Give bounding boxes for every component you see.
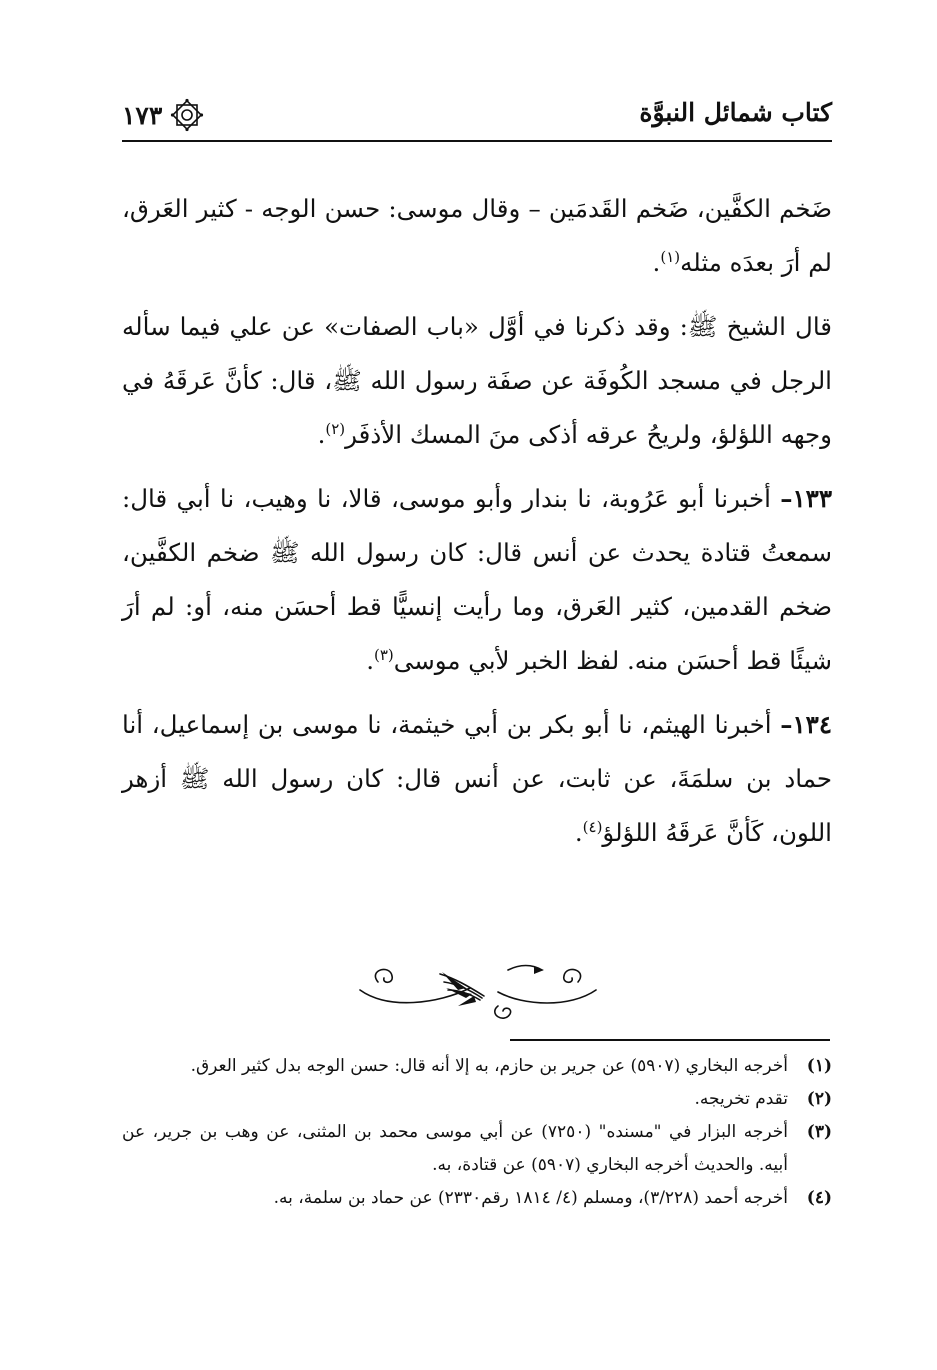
hadith-number: ١٣٣– xyxy=(780,484,832,513)
header-rule xyxy=(122,140,832,142)
footnote-ref: (١) xyxy=(660,247,681,266)
footnote-1 xyxy=(122,1050,832,1083)
paragraph-text: قال الشيخ ﷺ: وقد ذكرنا في أوَّل «باب الصفات» عن علي فيما سأله الرجل في مسجد الكُوفَة عن صفَة رسول الله ﷺ، قال: كأنَّ عَرقَهُ في وجهه اللؤلؤ، ولريحُ عرقه أذكى منَ المسك الأذفَر xyxy=(122,312,832,449)
footnotes xyxy=(122,1050,832,1215)
footnote-2 xyxy=(122,1083,832,1116)
page-number: ١٧٣ xyxy=(122,100,163,130)
footnote-3 xyxy=(122,1116,832,1182)
footnote-ref: (٤) xyxy=(582,817,603,836)
footnote-mark: (٣) xyxy=(806,1122,832,1142)
footnote-text: أخرجه البخاري (٥٩٠٧) عن جرير بن حازم، به إلا أنه قال: حسن الوجه بدل كثير العرق. xyxy=(190,1056,788,1076)
hadith-134 xyxy=(122,698,832,860)
hadith-133 xyxy=(122,472,832,688)
footnote-text: أخرجه أحمد (٣/٢٢٨)، ومسلم (٤/ ١٨١٤ رقم٢٣٣٠) عن حماد بن سلمة، به. xyxy=(273,1188,788,1208)
paragraph-tail: . xyxy=(574,818,583,847)
footnote-text: أخرجه البزار في "مسنده" (٧٢٥٠) عن أبي موسى محمد بن المثنى، عن وهب بن جرير، عن أبيه. والحديث أخرجه البخاري (٥٩٠٧) عن قتادة، به. xyxy=(122,1122,788,1175)
paragraph-1 xyxy=(122,182,832,290)
main-text xyxy=(122,182,832,870)
running-header xyxy=(122,92,832,142)
footnote-mark: (٢) xyxy=(806,1089,832,1109)
paragraph-tail: . xyxy=(317,420,326,449)
footnote-ref: (٣) xyxy=(374,645,394,664)
floral-divider xyxy=(348,948,608,1026)
footnote-mark: (٤) xyxy=(806,1188,832,1208)
footnote-text: تقدم تخريجه. xyxy=(694,1089,788,1109)
floral-divider-icon xyxy=(348,948,608,1026)
book-title: كتاب شمائل النبوَّة xyxy=(639,98,832,127)
footnote-ref: (٢) xyxy=(325,419,346,438)
footnote-4 xyxy=(122,1182,832,1215)
eight-point-star-ornament-icon xyxy=(170,98,204,132)
paragraph-tail: . xyxy=(652,248,661,277)
paragraph-tail: . xyxy=(366,646,374,675)
footnote-mark: (١) xyxy=(806,1056,832,1076)
hadith-number: ١٣٤– xyxy=(780,710,832,739)
paragraph-text: أخبرنا أبو عَرُوبة، نا بندار وأبو موسى، قالا، نا وهيب، نا أبي قال: سمعتُ قتادة يحدث عن أنس قال: كان رسول الله ﷺ ضخم الكفَّين، ضخم القدمين، كثير العَرق، وما رأيت إنسيًّا قط أحسَن منه، أو: لم أرَ شيئًا قط أحسَن منه. لفظ الخبر لأبي موسى xyxy=(122,484,832,675)
footnote-separator xyxy=(510,1039,830,1041)
paragraph-text: أخبرنا الهيثم، نا أبو بكر بن أبي خيثمة، نا موسى بن إسماعيل، أنا حماد بن سلمَةَ، عن ثابت، عن أنس قال: كان رسول الله ﷺ أزهر اللون، كَأنَّ عَرقَهُ اللؤلؤ xyxy=(122,710,832,847)
paragraph-text: ضَخم الكفَّين، ضَخم القَدمَين – وقال موسى: حسن الوجه - كثير العَرق، لم أرَ بعدَه مثله xyxy=(122,194,832,277)
paragraph-2 xyxy=(122,300,832,462)
page-number-block xyxy=(122,98,204,132)
